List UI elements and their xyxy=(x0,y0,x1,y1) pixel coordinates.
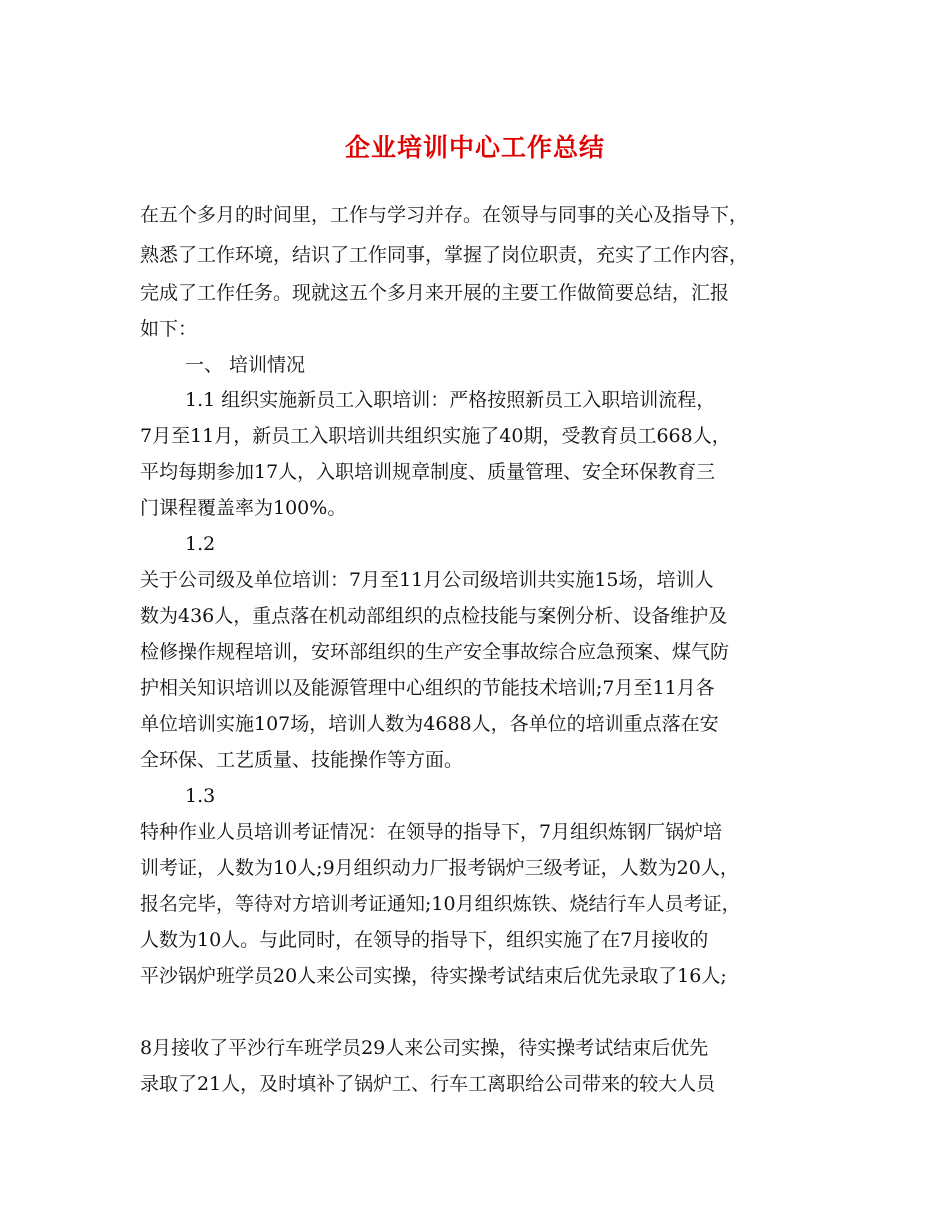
body-line: 数为436人，重点落在机动部组织的点检技能与案例分析、设备维护及 xyxy=(140,605,728,627)
body-line: 熟悉了工作环境，结识了工作同事，掌握了岗位职责，充实了工作内容， xyxy=(140,244,749,266)
section-heading: 一、 培训情况 xyxy=(185,354,306,376)
body-line: 关于公司级及单位培训：7月至11月公司级培训共实施15场，培训人 xyxy=(140,569,714,591)
subsection-heading: 1.1 组织实施新员工入职培训：严格按照新员工入职培训流程， xyxy=(185,389,716,411)
body-line: 护相关知识培训以及能源管理中心组织的节能技术培训;7月至11月各 xyxy=(140,677,715,699)
body-line: 人数为10人。与此同时，在领导的指导下，组织实施了在7月接收的 xyxy=(140,929,709,951)
subsection-heading: 1.2 xyxy=(185,533,216,555)
body-line: 8月接收了平沙行车班学员29人来公司实操，待实操考试结束后优先 xyxy=(140,1037,709,1059)
body-line: 特种作业人员培训考证情况：在领导的指导下，7月组织炼钢厂锅炉培 xyxy=(140,821,723,843)
body-line: 7月至11月，新员工入职培训共组织实施了40期，受教育员工668人， xyxy=(140,425,731,447)
body-line: 完成了工作任务。现就这五个多月来开展的主要工作做简要总结，汇报 xyxy=(140,282,730,304)
body-line: 检修操作规程培训，安环部组织的生产安全事故综合应急预案、煤气防 xyxy=(140,641,730,663)
body-line: 平均每期参加17人，入职培训规章制度、质量管理、安全环保教育三 xyxy=(140,461,716,483)
body-line: 单位培训实施107场，培训人数为4688人，各单位的培训重点落在安 xyxy=(140,713,719,735)
body-line: 在五个多月的时间里，工作与学习并存。在领导与同事的关心及指导下， xyxy=(140,204,749,226)
body-line: 平沙锅炉班学员20人来公司实操，待实操考试结束后优先录取了16人; xyxy=(140,965,727,987)
body-line: 门课程覆盖率为100%。 xyxy=(140,497,347,519)
body-line: 录取了21人，及时填补了锅炉工、行车工离职给公司带来的较大人员 xyxy=(140,1073,716,1095)
body-line: 训考证，人数为10人;9月组织动力厂报考锅炉三级考证，人数为20人， xyxy=(140,857,739,879)
document-title: 企业培训中心工作总结 xyxy=(344,133,605,162)
subsection-heading: 1.3 xyxy=(185,785,216,807)
body-line: 报名完毕，等待对方培训考证通知;10月组织炼铁、烧结行车人员考证， xyxy=(140,893,741,915)
body-line: 如下： xyxy=(140,318,198,340)
body-line: 全环保、工艺质量、技能操作等方面。 xyxy=(140,749,464,771)
